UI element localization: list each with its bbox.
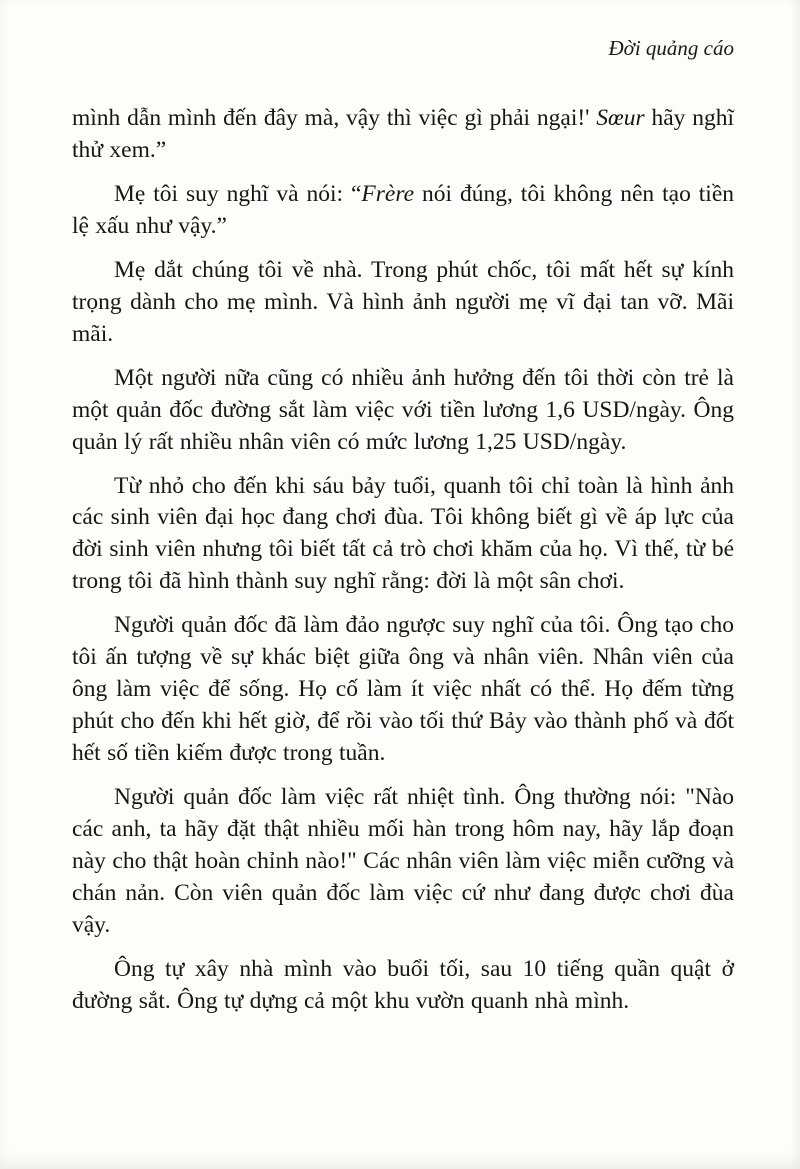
paragraph	[72, 471, 734, 599]
text-run: Ông tự xây nhà mình vào buổi tối, sau 10 tiếng quần quật ở đường sắt. Ông tự dựng cả một khu vườn quanh nhà mình.	[72, 955, 734, 1014]
text-run: nói đúng, tôi không nên tạo tiền lệ xấu như vậy.”	[72, 180, 735, 239]
text-run: hãy nghĩ thử xem.”	[72, 105, 734, 163]
running-header	[72, 36, 734, 61]
paragraph	[72, 782, 734, 942]
text-run: Người quản đốc đã làm đảo ngược suy nghĩ của tôi. Ông tạo cho tôi ấn tượng về sự khác biệt giữa ông và nhân viên. Nhân viên của ông làm việc để sống. Họ cố làm ít việc nhất có thể. Họ đếm từng phút cho đến khi hết giờ, để rồi vào tối thứ Bảy vào thành phố và đốt hết số tiền kiếm được trong tuần.	[72, 612, 734, 767]
italic-text-run: Frère	[361, 180, 415, 207]
text-run: Mẹ tôi suy nghĩ và nói: “	[114, 180, 362, 207]
text-run: Từ nhỏ cho đến khi sáu bảy tuổi, quanh tôi chỉ toàn là hình ảnh các sinh viên đại học đang chơi đùa. Tôi không biết gì về áp lực của đời sinh viên nhưng tôi biết tất cả trò chơi khăm của họ. Vì thế, từ bé trong tôi đã hình thành suy nghĩ rằng: đời là một sân chơi.	[72, 472, 734, 595]
running-header-title: Đời quảng cáo	[608, 36, 734, 60]
paragraph	[72, 363, 734, 459]
paragraph	[72, 103, 734, 167]
page-content	[72, 103, 734, 1018]
paragraph	[72, 179, 734, 243]
paragraph	[72, 610, 734, 770]
paragraph	[72, 954, 734, 1018]
paragraph	[72, 255, 734, 351]
text-run: Mẹ dắt chúng tôi về nhà. Trong phút chốc, tôi mất hết sự kính trọng dành cho mẹ mình. Và hình ảnh người mẹ vĩ đại tan vỡ. Mãi mãi.	[72, 256, 734, 347]
text-run: Một người nữa cũng có nhiều ảnh hưởng đến tôi thời còn trẻ là một quản đốc đường sắt làm việc với tiền lương 1,6 USD/ngày. Ông quản lý rất nhiều nhân viên có mức lương 1,25 USD/ngày.	[72, 364, 734, 455]
text-run: Người quản đốc làm việc rất nhiệt tình. Ông thường nói: "Nào các anh, ta hãy đặt thật nhiều mối hàn trong hôm nay, hãy lắp đoạn này cho thật hoàn chỉnh nào!" Các nhân viên làm việc miễn cưỡng và chán nản. Còn viên quản đốc làm việc cứ như đang được chơi đùa vậy.	[72, 784, 734, 938]
italic-text-run: Sœur	[596, 105, 645, 131]
text-run: mình dẫn mình đến đây mà, vậy thì việc gì phải ngại!'	[72, 105, 597, 131]
